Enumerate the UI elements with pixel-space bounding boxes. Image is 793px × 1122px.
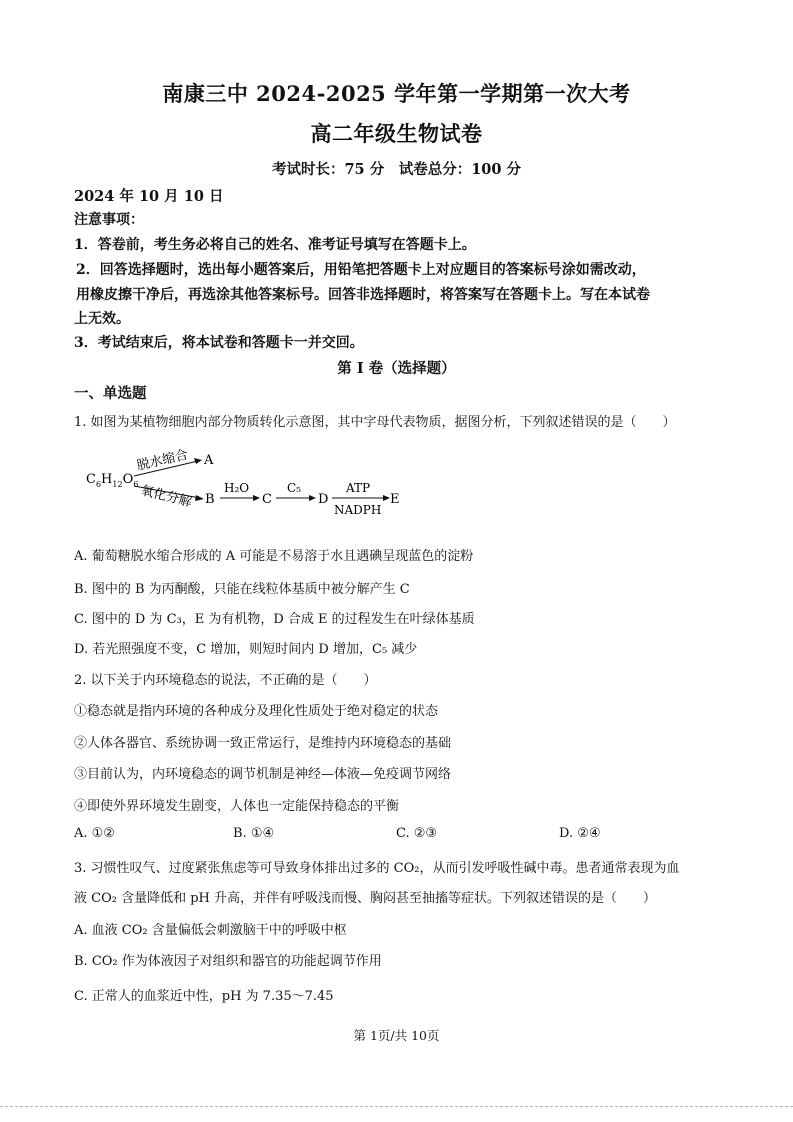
q3-option-b: B. CO₂ 作为体液因子对组织和器官的功能起调节作用	[74, 954, 382, 969]
q1-option-a: A. 葡萄糖脱水缩合形成的 A 可能是不易溶于水且遇碘呈现蓝色的淀粉	[74, 549, 474, 564]
notice-heading: 注意事项：	[74, 212, 144, 228]
q1-option-c: C. 图中的 D 为 C₃，E 为有机物，D 合成 E 的过程发生在叶绿体基质	[74, 612, 475, 627]
notice-item-1: 1．答卷前，考生务必将自己的姓名、准考证号填写在答题卡上。	[74, 237, 476, 253]
label-c5: C₅	[287, 481, 301, 495]
label-nadph: NADPH	[334, 503, 382, 517]
notice-item-2: 2．回答选择题时，选出每小题答案后，用铅笔把答题卡上对应题目的答案标号涂如需改动，	[76, 262, 646, 278]
part-title: 第 I 卷（选择题）	[337, 360, 456, 377]
q3-stem-line2: 液 CO₂ 含量降低和 pH 升高，并伴有呼吸浅而慢、胸闷甚至抽搐等症状。下列叙述错误的是（ ）	[74, 891, 657, 906]
q2-stem: 2. 以下关于内环境稳态的说法，不正确的是（ ）	[74, 673, 377, 688]
bottom-rule	[0, 1106, 793, 1107]
lower-label: 氧化分解	[139, 483, 194, 511]
q2-statement-2: ②人体各器官、系统协调一致正常运行，是维持内环境稳态的基础	[74, 736, 452, 751]
q1-option-d: D. 若光照强度不变，C 增加，则短时间内 D 增加，C₅ 减少	[74, 642, 418, 657]
label-C: C	[262, 492, 272, 507]
q2-option-a: A. ①②	[74, 826, 115, 841]
label-B: B	[205, 492, 215, 507]
q2-statement-1: ①稳态就是指内环境的各种成分及理化性质处于绝对稳定的状态	[74, 704, 439, 719]
label-atp: ATP	[346, 481, 371, 495]
label-D: D	[318, 492, 329, 507]
label-h2o: H₂O	[224, 481, 250, 495]
upper-label: 脱水缩合	[135, 447, 190, 474]
notice-item-3: 3．考试结束后，将本试卷和答题卡一并交回。	[74, 335, 364, 351]
q1-stem: 1. 如图为某植物细胞内部分物质转化示意图，其中字母代表物质，据图分析，下列叙述错误的是（ ）	[74, 415, 676, 430]
notice-item-2-end: 上无效。	[74, 311, 130, 327]
q2-statement-3: ③目前认为，内环境稳态的调节机制是神经—体液—免疫调节网络	[74, 767, 452, 782]
q2-option-d: D. ②④	[559, 826, 601, 841]
section-title: 一、单选题	[74, 385, 147, 402]
q3-stem-line1: 3. 习惯性叹气、过度紧张焦虑等可导致身体排出过多的 CO₂，从而引发呼吸性碱中毒。患者通常表现为血	[74, 861, 680, 876]
q2-option-c: C. ②③	[396, 826, 438, 841]
label-E: E	[390, 492, 400, 507]
q2-option-b: B. ①④	[233, 826, 275, 841]
q1-diagram	[84, 442, 414, 522]
q1-option-b: B. 图中的 B 为丙酮酸，只能在线粒体基质中被分解产生 C	[74, 582, 410, 597]
notice-item-2-cont: 用橡皮擦干净后，再选涂其他答案标号。回答非选择题时，将答案写在答题卡上。写在本试卷	[76, 287, 650, 303]
page-number: 第 1页/共 10页	[353, 1028, 440, 1043]
glucose-formula: $C_6H_{12}O_6$	[86, 472, 139, 489]
exam-title: 南康三中 2024-2025 学年第一学期第一次大考	[162, 81, 631, 106]
q2-statement-4: ④即使外界环境发生剧变，人体也一定能保持稳态的平衡	[74, 799, 400, 814]
q3-option-a: A. 血液 CO₂ 含量偏低会刺激脑干中的呼吸中枢	[74, 923, 347, 938]
label-A: A	[204, 453, 214, 468]
exam-date: 2024 年 10 月 10 日	[74, 188, 224, 205]
exam-meta: 考试时长：75 分 试卷总分：100 分	[271, 161, 522, 178]
q3-option-c: C. 正常人的血浆近中性，pH 为 7.35～7.45	[74, 989, 334, 1004]
exam-subtitle: 高二年级生物试卷	[310, 121, 483, 146]
